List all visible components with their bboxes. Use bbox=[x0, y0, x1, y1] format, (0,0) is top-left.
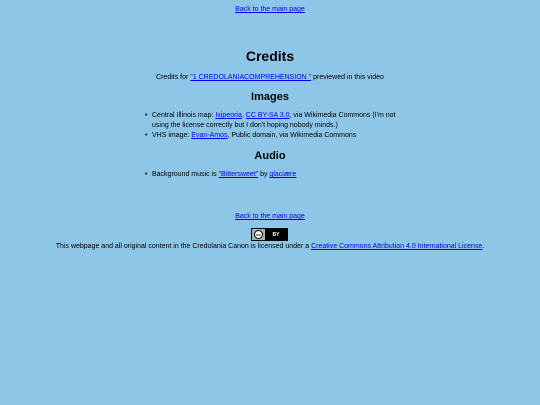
cc-circle: cc bbox=[254, 230, 263, 239]
bullet-icon: • bbox=[145, 171, 148, 178]
item-sep: , bbox=[241, 112, 246, 119]
item-mid: by bbox=[258, 171, 270, 178]
item-prefix: VHS image: bbox=[152, 132, 192, 139]
evan-amos-link[interactable]: Evan-Amos bbox=[191, 132, 228, 139]
cc-logo-icon bbox=[252, 229, 265, 240]
license-notice bbox=[0, 243, 540, 250]
bottom-nav bbox=[0, 213, 540, 220]
intro-line bbox=[0, 74, 540, 81]
item-prefix: Background music is bbox=[152, 171, 219, 178]
license-prefix: This webpage and all original content in the Credolania Canon is licensed under a bbox=[55, 243, 312, 250]
audio-heading: Audio bbox=[254, 150, 286, 162]
bittersweet-link[interactable]: "Bittersweet" bbox=[218, 171, 259, 178]
license-suffix: . bbox=[482, 243, 485, 250]
by-label: BY bbox=[265, 229, 287, 240]
back-to-main-link-top[interactable]: Back to the main page bbox=[235, 6, 305, 13]
audio-list bbox=[0, 170, 452, 180]
top-nav bbox=[0, 6, 540, 13]
intro-suffix: previewed in this video bbox=[311, 74, 384, 81]
video-title-link[interactable]: "1 CREDOLANIACOMPREHENSION " bbox=[190, 74, 312, 81]
page-title: Credits bbox=[245, 48, 295, 64]
item-prefix: Central Illinois map: bbox=[152, 112, 216, 119]
glaciaere-link[interactable]: glaciære bbox=[269, 171, 297, 178]
cc-by-sa-link[interactable]: CC BY-SA 3.0 bbox=[245, 112, 290, 119]
ixipeoria-link[interactable]: Ixipeoria bbox=[215, 112, 242, 119]
intro-prefix: Credits for bbox=[156, 74, 191, 81]
back-to-main-link-bottom[interactable]: Back to the main page bbox=[235, 213, 305, 220]
images-heading: Images bbox=[251, 91, 289, 103]
list-item bbox=[0, 131, 412, 141]
bullet-icon: • bbox=[145, 112, 148, 119]
images-list bbox=[0, 111, 412, 141]
list-item bbox=[0, 111, 412, 131]
bullet-icon: • bbox=[145, 132, 148, 139]
cc-license-badge[interactable] bbox=[251, 228, 288, 241]
cc-license-link[interactable]: Creative Commons Attribution 4.0 International License bbox=[311, 243, 483, 250]
item-suffix: , Public domain, via Wikimedia Commons bbox=[227, 132, 357, 139]
item-suffix: , via Wikimedia Commons (I'm not using the license correctly but I don't hoping nobody minds.) bbox=[152, 112, 396, 129]
list-item bbox=[0, 170, 452, 180]
